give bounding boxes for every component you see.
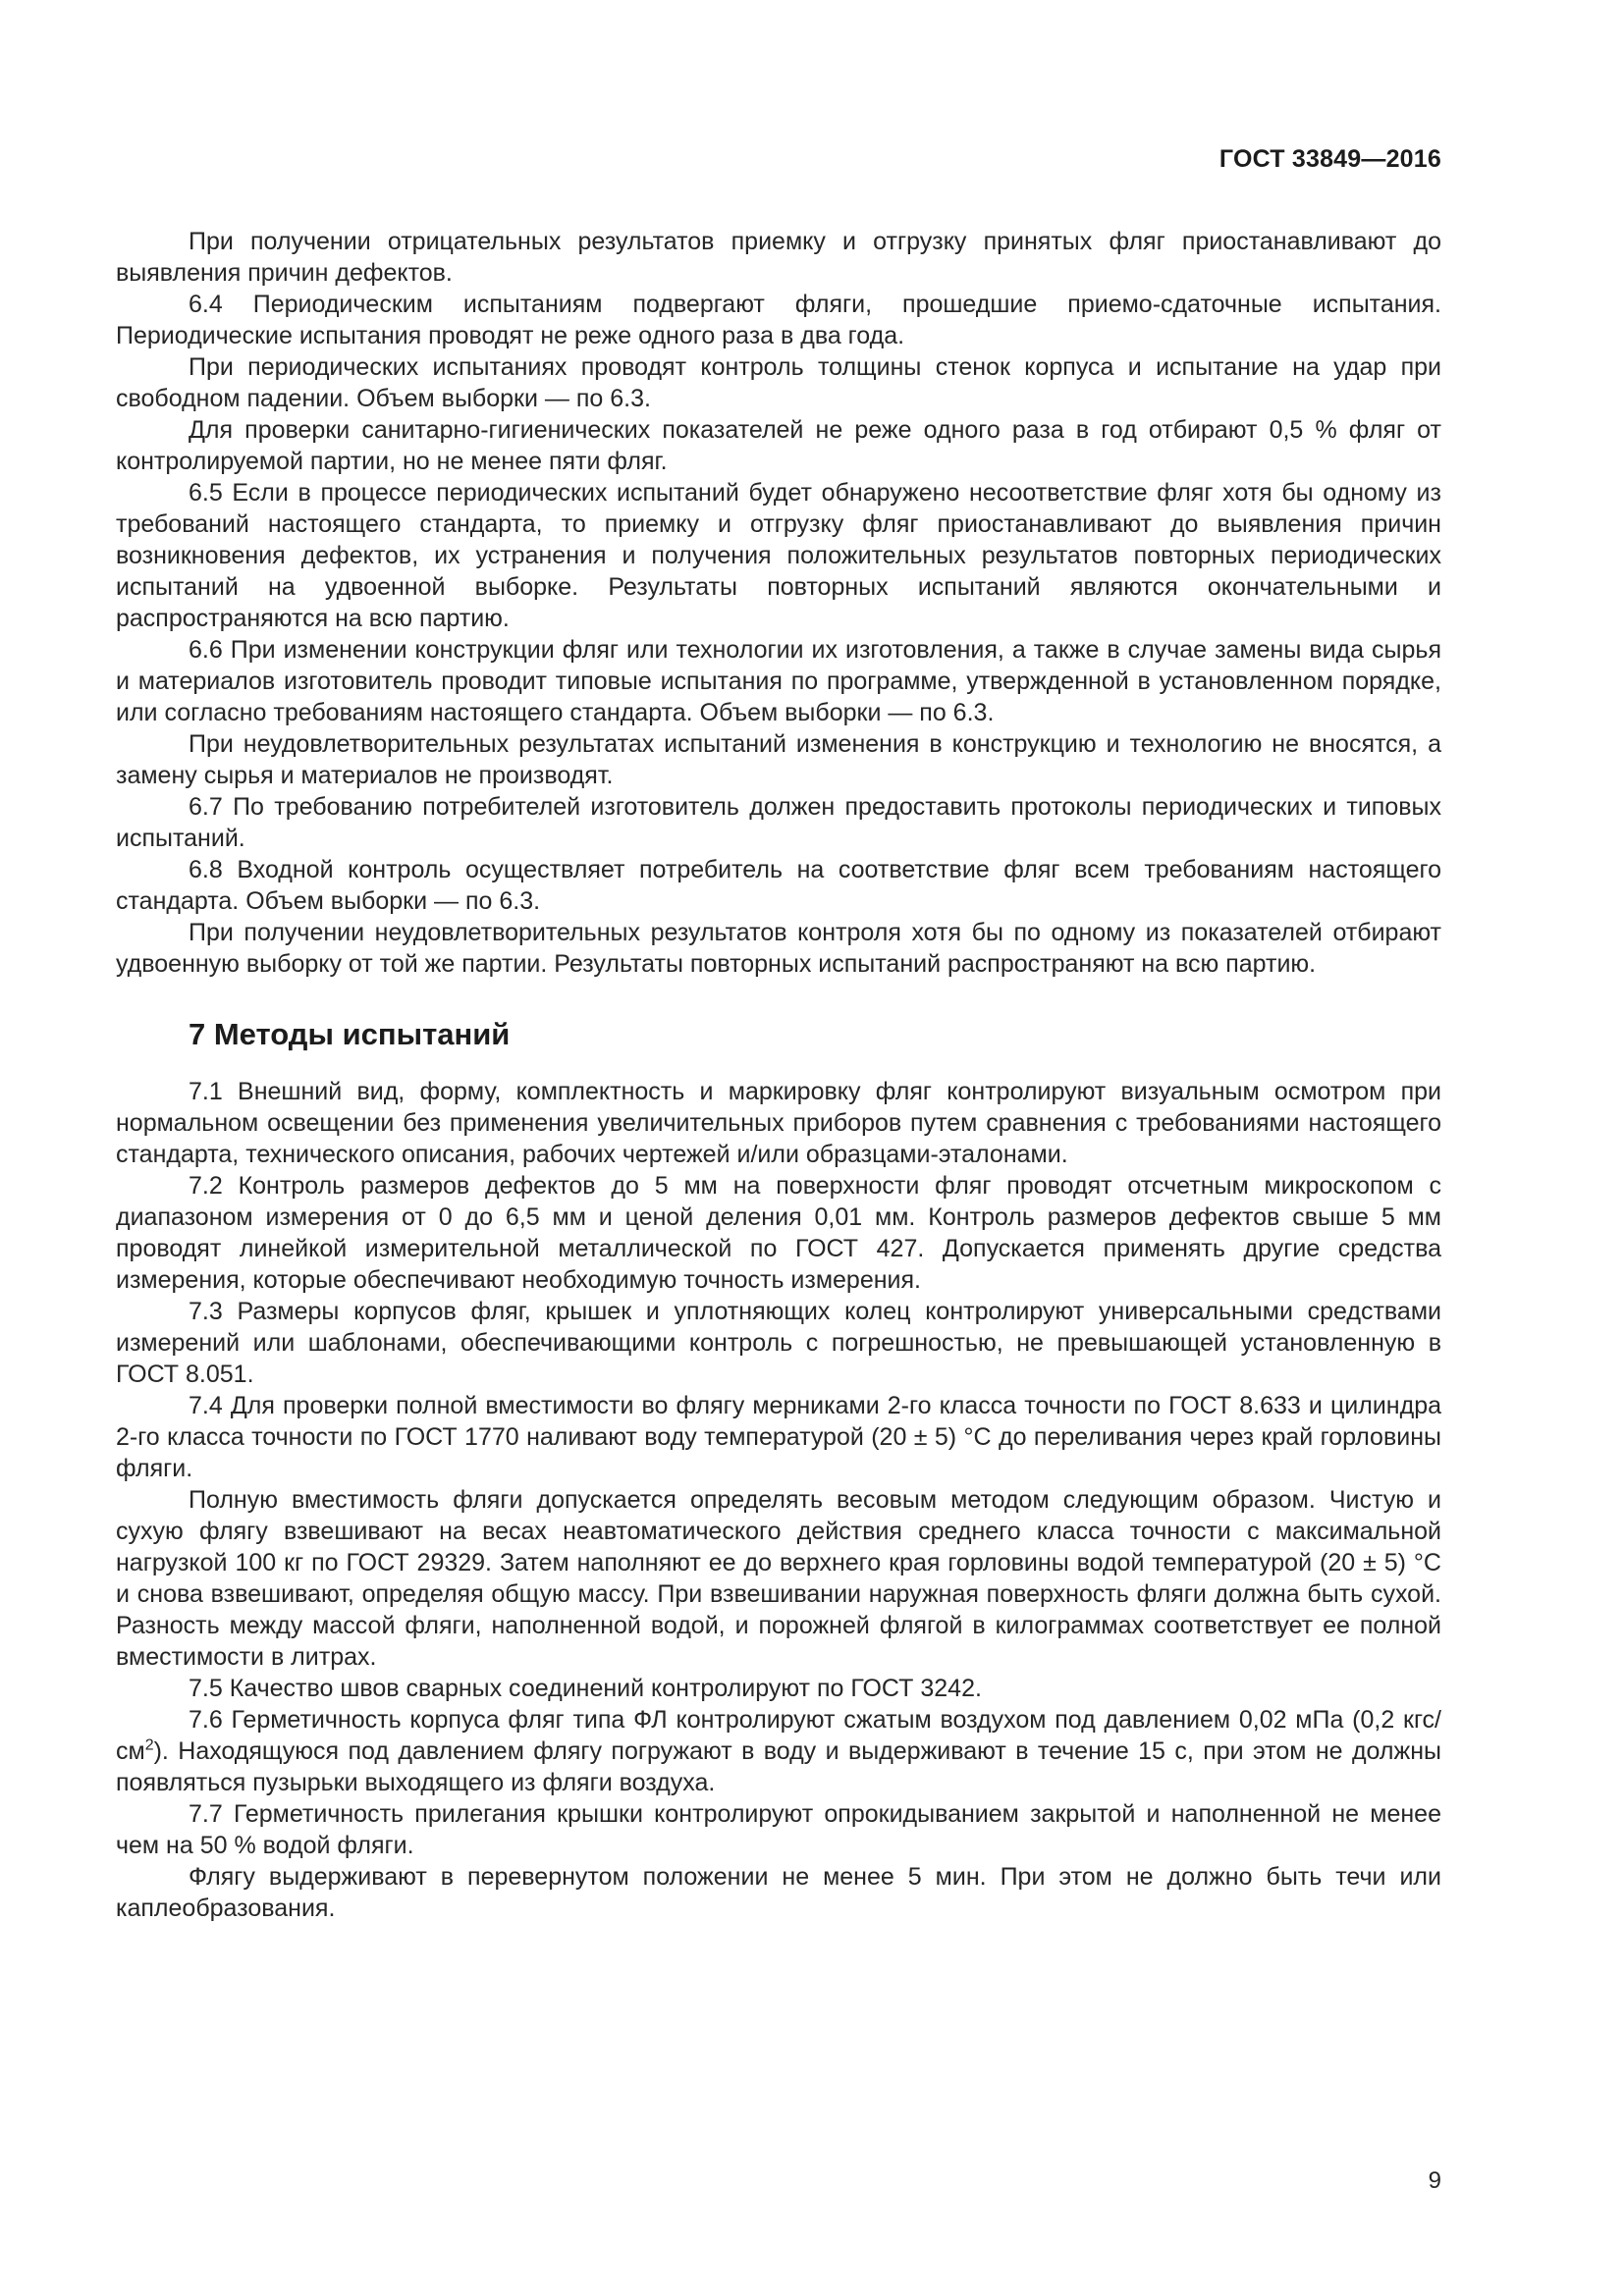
paragraph-7-6 xyxy=(116,1704,1441,1798)
text-run: 7.6 Герметичность корпуса фляг типа ФЛ контролируют сжатым воздухом под давлением 0,02 мПа (0,2 кгс/см xyxy=(116,1706,1441,1765)
paragraph: При неудовлетворительных результатах испытаний изменения в конструкцию и технологию не вносятся, а замену сырья и материалов не производят. xyxy=(116,730,1441,789)
paragraph-6-7: 6.7 По требованию потребителей изготовитель должен предоставить протоколы периодических и типовых испытаний. xyxy=(116,793,1441,852)
paragraph-7-5: 7.5 Качество швов сварных соединений контролируют по ГОСТ 3242. xyxy=(189,1675,982,1702)
document-header-standard-id: ГОСТ 33849—2016 xyxy=(1218,145,1441,173)
paragraph-7-3: 7.3 Размеры корпусов фляг, крышек и уплотняющих колец контролируют универсальными средствами измерений или шаблонами, обеспечивающими контроль с погрешностью, не превышающей установленную в ГОСТ 8.051. xyxy=(116,1298,1441,1388)
paragraph: Для проверки санитарно-гигиенических показателей не реже одного раза в год отбирают 0,5 % фляг от контролируемой партии, но не менее пяти фляг. xyxy=(116,416,1441,475)
paragraph: При получении неудовлетворительных результатов контроля хотя бы по одному из показателей отбирают удвоенную выборку от той же партии. Результаты повторных испытаний распространяют на всю партию. xyxy=(116,919,1441,978)
paragraph-6-5: 6.5 Если в процессе периодических испытаний будет обнаружено несоответствие фляг хотя бы одному из требований настоящего стандарта, то приемку и отгрузку фляг приостанавливают до выявления причин возникновения дефектов, их устранения и получения положительных результатов повторных периодических испытаний на удвоенной выборке. Результаты повторных испытаний являются окончательными и распространяются на всю партию. xyxy=(116,479,1441,632)
paragraph: При периодических испытаниях проводят контроль толщины стенок корпуса и испытание на удар при свободном падении. Объем выборки — по 6.3. xyxy=(116,353,1441,412)
paragraph-7-4: 7.4 Для проверки полной вместимости во флягу мерниками 2-го класса точности по ГОСТ 8.633 и цилиндра 2-го класса точности по ГОСТ 1770 наливают воду температурой (20 ± 5) °С до переливания через край горловины фляги. xyxy=(116,1392,1441,1482)
paragraph: Полную вместимость фляги допускается определять весовым методом следующим образом. Чистую и сухую флягу взвешивают на весах неавтоматического действия среднего класса точности с максимальной нагрузкой 100 кг по ГОСТ 29329. Затем наполняют ее до верхнего края горловины водой температурой (20 ± 5) °С и снова взвешивают, определяя общую массу. При взвешивании наружная поверхность фляги должна быть сухой. Разность между массой фляги, наполненной водой, и порожней флягой в килограммах соответствует ее полной вместимости в литрах. xyxy=(116,1486,1441,1671)
paragraph-6-6: 6.6 При изменении конструкции фляг или технологии их изготовления, а также в случае замены вида сырья и материалов изготовитель проводит типовые испытания по программе, утвержденной в установленном порядке, или согласно требованиям настоящего стандарта. Объем выборки — по 6.3. xyxy=(116,636,1441,726)
paragraph-6-8: 6.8 Входной контроль осуществляет потребитель на соответствие фляг всем требованиям настоящего стандарта. Объем выборки — по 6.3. xyxy=(116,856,1441,915)
paragraph: При получении отрицательных результатов приемку и отгрузку принятых фляг приостанавливают до выявления причин дефектов. xyxy=(116,228,1441,287)
paragraph-7-7: 7.7 Герметичность прилегания крышки контролируют опрокидыванием закрытой и наполненной не менее чем на 50 % водой фляги. xyxy=(116,1800,1441,1859)
text-run: ). Находящуюся под давлением флягу погружают в воду и выдерживают в течение 15 с, при этом не должны появляться пузырьки выходящего из фляги воздуха. xyxy=(116,1737,1441,1796)
page-number: 9 xyxy=(1428,2167,1441,2194)
superscript: 2 xyxy=(144,1736,154,1754)
paragraph: Флягу выдерживают в перевернутом положении не менее 5 мин. При этом не должно быть течи или каплеобразования. xyxy=(116,1863,1441,1922)
document-body xyxy=(116,226,1441,1924)
section-heading: 7 Методы испытаний xyxy=(189,1017,511,1051)
paragraph-7-2: 7.2 Контроль размеров дефектов до 5 мм на поверхности фляг проводят отсчетным микроскопом с диапазоном измерения от 0 до 6,5 мм и ценой деления 0,01 мм. Контроль размеров дефектов свыше 5 мм проводят линейкой измерительной металлической по ГОСТ 427. Допускается применять другие средства измерения, которые обеспечивают необходимую точность измерения. xyxy=(116,1172,1441,1294)
paragraph-7-1: 7.1 Внешний вид, форму, комплектность и маркировку фляг контролируют визуальным осмотром при нормальном освещении без применения увеличительных приборов путем сравнения с требованиями настоящего стандарта, технического описания, рабочих чертежей и/или образцами-эталонами. xyxy=(116,1078,1441,1168)
paragraph-6-4: 6.4 Периодическим испытаниям подвергают фляги, прошедшие приемо-сдаточные испытания. Периодические испытания проводят не реже одного раза в два года. xyxy=(116,291,1441,349)
